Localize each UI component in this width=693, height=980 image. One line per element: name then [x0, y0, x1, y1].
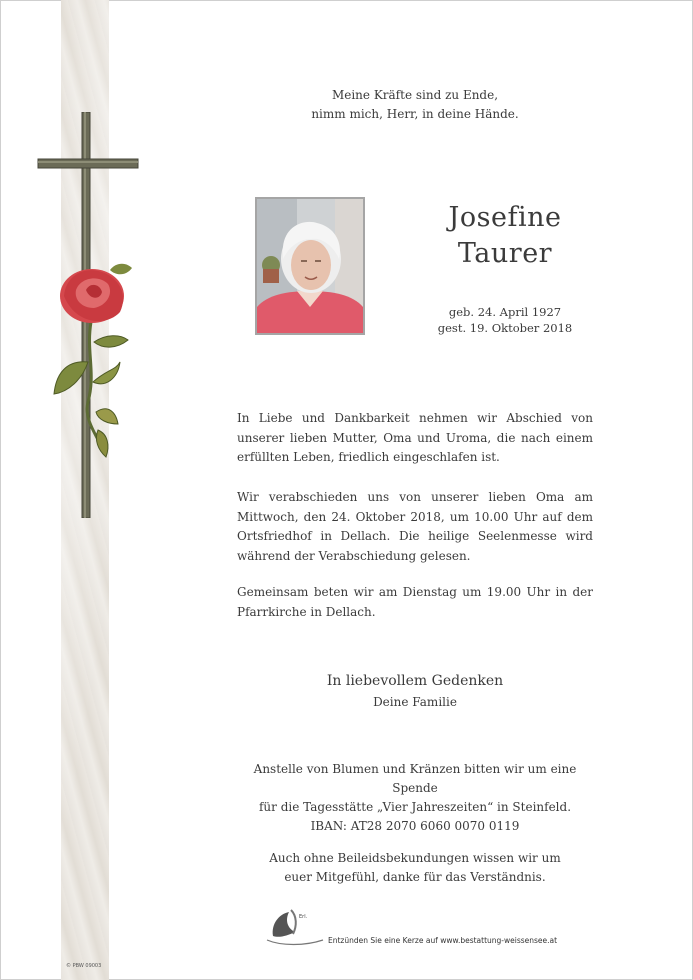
first-name: Josefine: [448, 202, 562, 233]
paragraph-funeral: Wir verabschieden uns von unserer lieben Oma am Mittwoch, den 24. Oktober 2018, um 10.00 Uhr auf dem Ortsfriedhof in Dellach. Die heilige Seelenmesse wird während der Verabschiedung gelesen.: [237, 490, 593, 563]
sympathy-line-1: Auch ohne Beileidsbekundungen wissen wir um: [269, 851, 561, 865]
svg-text:Erl.: Erl.: [299, 914, 308, 920]
donation-line-2: für die Tagesstätte „Vier Jahreszeiten“ in Steinfeld.: [258, 800, 572, 814]
donation-line-1: Anstelle von Blumen und Kränzen bitten wir um eine Spende: [253, 762, 577, 795]
sympathy-note: [250, 849, 580, 887]
donation-iban: IBAN: AT28 2070 6060 0070 0119: [310, 819, 520, 833]
quote-line-1: Meine Kräfte sind zu Ende,: [331, 88, 499, 102]
quote-line-2: nimm mich, Herr, in deine Hände.: [311, 107, 519, 121]
paragraph-prayer: Gemeinsam beten wir am Dienstag um 19.00 Uhr in der Pfarrkirche in Dellach.: [237, 585, 593, 619]
paragraph-farewell: In Liebe und Dankbarkeit nehmen wir Abschied von unserer lieben Mutter, Oma und Uroma, die nach einem erfüllten Leben, friedlich eingeschlafen ist.: [237, 411, 593, 464]
remembrance-line: In liebevollem Gedenken: [326, 673, 504, 689]
last-name: Taurer: [457, 238, 553, 269]
quote: [260, 86, 570, 124]
copyright-note: © PBW 09003: [66, 963, 102, 969]
deceased-name: [420, 200, 590, 272]
portrait-photo: [255, 197, 365, 335]
birth-date: geb. 24. April 1927: [448, 305, 562, 319]
sympathy-line-2: euer Mitgefühl, danke für das Verständnis.: [284, 870, 546, 884]
death-date: gest. 19. Oktober 2018: [437, 321, 573, 335]
life-dates: [420, 304, 590, 336]
candle-link-text[interactable]: Entzünden Sie eine Kerze auf www.bestattung-weissensee.at: [328, 936, 558, 945]
family-signature: Deine Familie: [373, 695, 457, 709]
cross-with-rose-icon: [36, 112, 140, 518]
donation-request: [230, 760, 600, 836]
bestattung-logo-icon: [265, 906, 325, 948]
